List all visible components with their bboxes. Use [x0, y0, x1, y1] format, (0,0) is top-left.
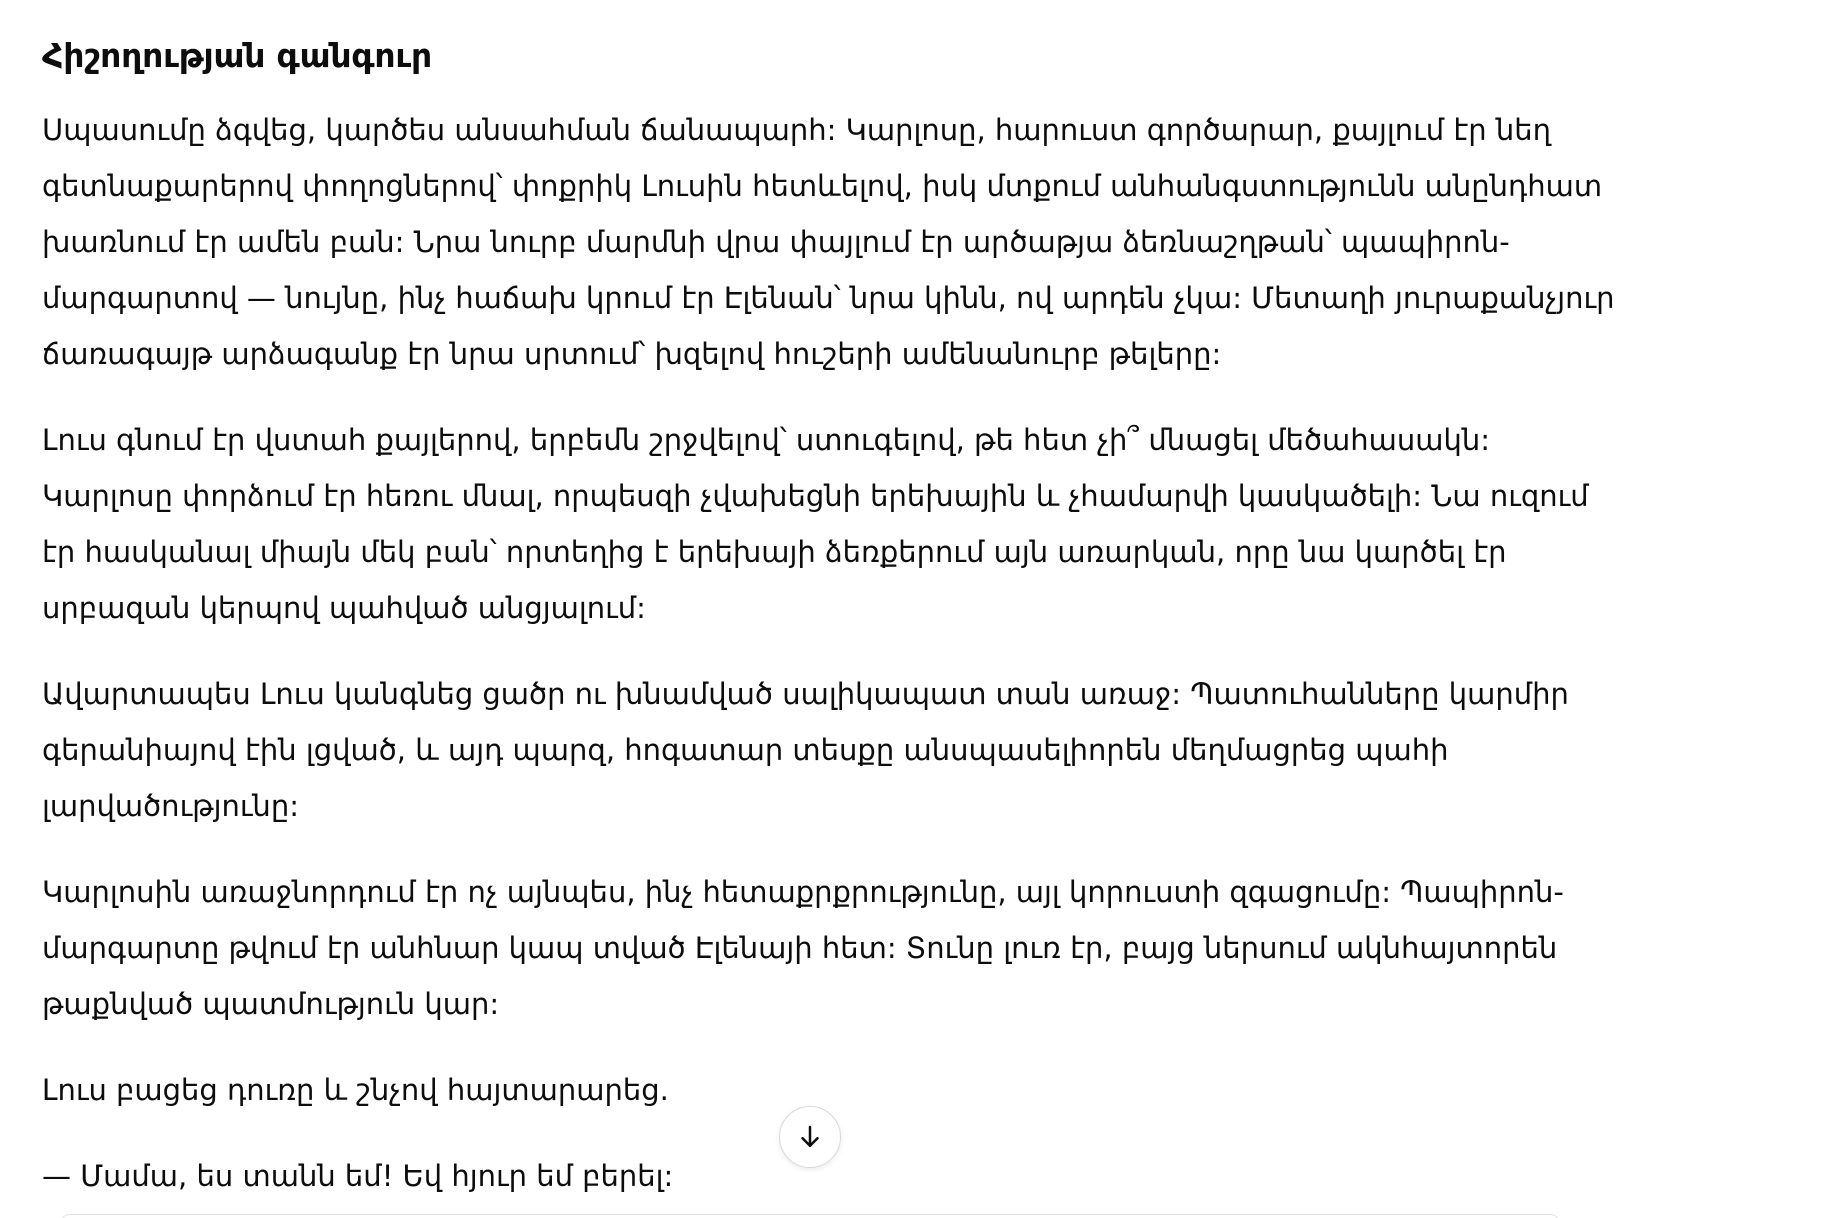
article [42, 28, 1642, 1218]
paragraph-line: լարվածությունը: [42, 789, 299, 823]
scroll-to-bottom-button[interactable] [779, 1106, 841, 1168]
article-title: Հիշողության գանգուր [42, 36, 433, 75]
paragraph-line: Ավարտապես Լուս կանգնեց ցածր ու խնամված սալիկապատ տան առաջ: Պատուհանները կարմիր [42, 677, 1569, 711]
paragraph-line: Կարլոսին առաջնորդում էր ոչ այնպես, ինչ հետաքրքրությունը, այլ կորուստի զգացումը: Պապիրոն- [42, 875, 1564, 909]
paragraph-line: ճառագայթ արձագանք էր նրա սրտում՝ խզելով հուշերի ամենանուրբ թելերը: [42, 337, 1222, 371]
paragraph-line: թաքնված պատմություն կար: [42, 987, 500, 1021]
paragraph-4 [42, 864, 1642, 1032]
paragraph-line: մարգարտը թվում էր անհնար կապ տված Էլենայի հետ: Տունը լուռ էր, բայց ներսում ակնհայտորեն [42, 931, 1558, 965]
paragraph-line: սրբազան կերպով պահված անցյալում: [42, 591, 646, 625]
paragraph-line: Կարլոսը փորձում էր հեռու մնալ, որպեսզի չվախեցնի երեխային և չհամարվի կասկածելի: Նա ուզում [42, 479, 1589, 513]
paragraph-line: Սպասումը ձգվեց, կարծես անսահման ճանապարհ: Կարլոսը, հարուստ գործարար, քայլում էր նեղ [42, 113, 1552, 147]
paragraph-line: խառնում էր ամեն բան: Նրա նուրբ մարմնի վրա փայլում էր արծաթյա ձեռնաշղթան՝ պապիրոն- [42, 225, 1510, 259]
paragraph-3 [42, 666, 1642, 834]
paragraph-line: մարգարտով — նույնը, ինչ հաճախ կրում էր Էլենան՝ նրա կինն, ով արդեն չկա: Մետաղի յուրաքանչյուր [42, 281, 1615, 315]
paragraph-line: — Մամա, ես տանն եմ! Եվ հյուր եմ բերել: [42, 1159, 674, 1193]
paragraph-line: Լուս գնում էր վստահ քայլերով, երբեմն շրջվելով՝ ստուգելով, թե հետ չի՞ մնացել մեծահասակն: [42, 423, 1491, 457]
paragraph-line: գետնաքարերով փողոցներով՝ փոքրիկ Լուսին հետևելով, իսկ մտքում անհանգստությունն անընդհատ [42, 169, 1603, 203]
paragraph-6 [42, 1148, 1642, 1204]
message-composer[interactable] [60, 1214, 1560, 1218]
arrow-down-icon [795, 1122, 825, 1152]
paragraph-line: գերանիայով էին լցված, և այդ պարզ, հոգատար տեսքը անսպասելիորեն մեղմացրեց պահի [42, 733, 1449, 767]
paragraph-line: Լուս բացեց դուռը և շնչով հայտարարեց. [42, 1073, 669, 1107]
paragraph-1 [42, 102, 1642, 382]
paragraph-line: էր հասկանալ միայն մեկ բան՝ որտեղից է երեխայի ձեռքերում այն առարկան, որը նա կարծել էր [42, 535, 1507, 569]
paragraph-2 [42, 412, 1642, 636]
paragraph-5 [42, 1062, 1642, 1118]
